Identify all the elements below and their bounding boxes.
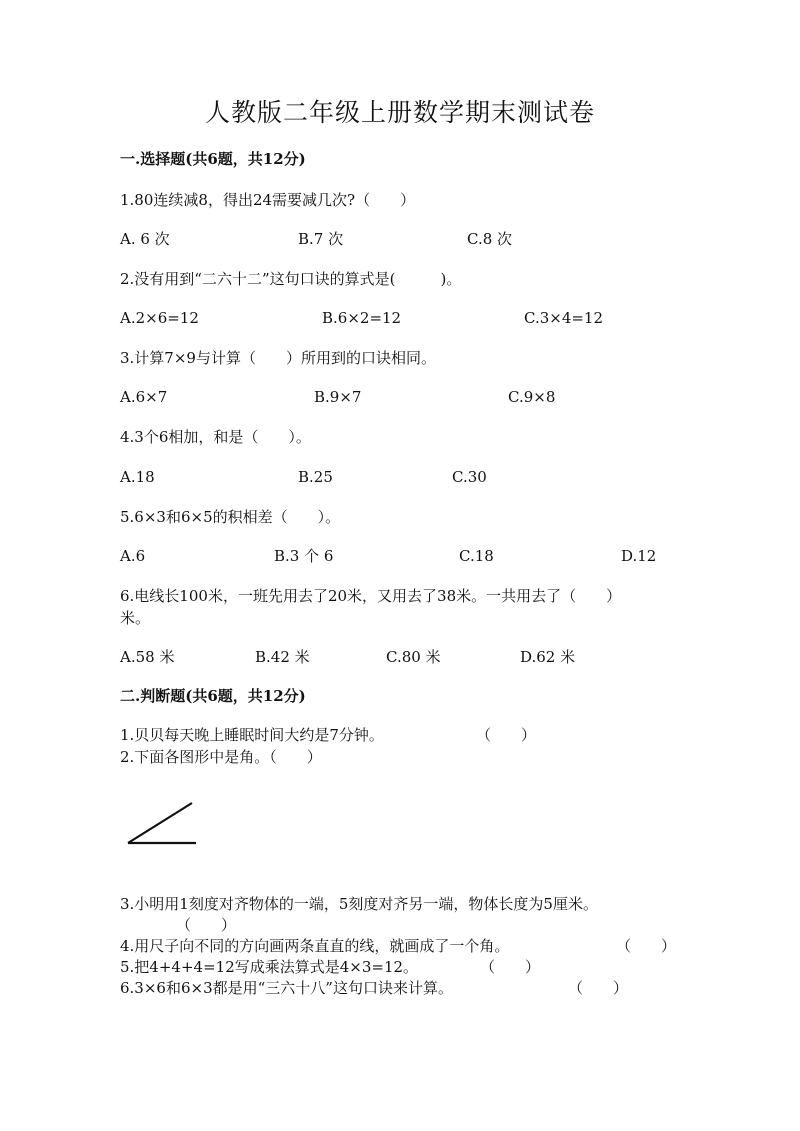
option-1-6-a: A.58 米 xyxy=(120,648,175,666)
tf-answer-paren-5: （ ） xyxy=(480,958,541,976)
option-1-6-c: C.80 米 xyxy=(386,648,441,666)
option-1-4-c: C.30 xyxy=(452,468,487,486)
tf-question-1: 1.贝贝每天晚上睡眠时间大约是7分钟。 xyxy=(120,726,384,744)
option-1-5-c: C.18 xyxy=(459,547,494,565)
option-1-3-a: A.6×7 xyxy=(120,388,168,406)
option-1-1-c: C.8 次 xyxy=(467,230,513,248)
option-1-5-d: D.12 xyxy=(621,547,657,565)
tf-question-3: 3.小明用1刻度对齐物体的一端，5刻度对齐另一端，物体长度为5厘米。 xyxy=(120,895,598,913)
tf-question-2: 2.下面各图形中是角。（ ） xyxy=(120,748,322,766)
tf-answer-paren-6: （ ） xyxy=(568,979,629,997)
option-1-5-a: A.6 xyxy=(120,547,146,565)
option-1-3-b: B.9×7 xyxy=(314,388,362,406)
option-1-2-c: C.3×4=12 xyxy=(524,309,604,327)
option-1-3-c: C.9×8 xyxy=(508,388,556,406)
tf-answer-paren-1: （ ） xyxy=(476,726,537,744)
tf-answer-paren-4: （ ） xyxy=(616,937,677,955)
option-1-4-a: A.18 xyxy=(120,468,155,486)
question-1-3: 3.计算7×9与计算（ ）所用到的口诀相同。 xyxy=(120,349,436,367)
option-1-2-a: A.2×6=12 xyxy=(120,309,199,327)
tf-answer-paren-3: （ ） xyxy=(176,916,237,934)
option-1-6-b: B.42 米 xyxy=(255,648,310,666)
option-1-5-b: B.3 个 6 xyxy=(274,547,334,565)
option-1-1-a: A. 6 次 xyxy=(120,230,170,248)
question-1-2: 2.没有用到“二六十二”这句口诀的算式是( )。 xyxy=(120,270,462,288)
question-1-5: 5.6×3和6×5的积相差（ ）。 xyxy=(120,508,341,526)
option-1-1-b: B.7 次 xyxy=(298,230,344,248)
page-title: 人教版二年级上册数学期末测试卷 xyxy=(204,98,595,127)
question-1-1: 1.80连续减8，得出24需要减几次?（ ） xyxy=(120,191,416,209)
question-1-4: 4.3个6相加，和是（ ）。 xyxy=(120,428,311,446)
tf-question-5: 5.把4+4+4=12写成乘法算式是4×3=12。 xyxy=(120,958,419,976)
angle-figure xyxy=(124,798,204,850)
tf-question-6: 6.3×6和6×3都是用“三六十八”这句口诀来计算。 xyxy=(120,979,453,997)
option-1-6-d: D.62 米 xyxy=(520,648,576,666)
question-1-6-line2: 米。 xyxy=(120,609,151,627)
option-1-4-b: B.25 xyxy=(298,468,333,486)
section-heading-true-false: 二.判断题(共6题，共12分) xyxy=(120,687,306,705)
angle-ray-upper xyxy=(128,803,192,843)
tf-question-4: 4.用尺子向不同的方向画两条直直的线，就画成了一个角。 xyxy=(120,937,510,955)
section-heading-choice: 一.选择题(共6题，共12分) xyxy=(120,150,306,168)
option-1-2-b: B.6×2=12 xyxy=(322,309,402,327)
question-1-6-line1: 6.电线长100米，一班先用去了20米，又用去了38米。一共用去了（ ） xyxy=(120,587,622,605)
